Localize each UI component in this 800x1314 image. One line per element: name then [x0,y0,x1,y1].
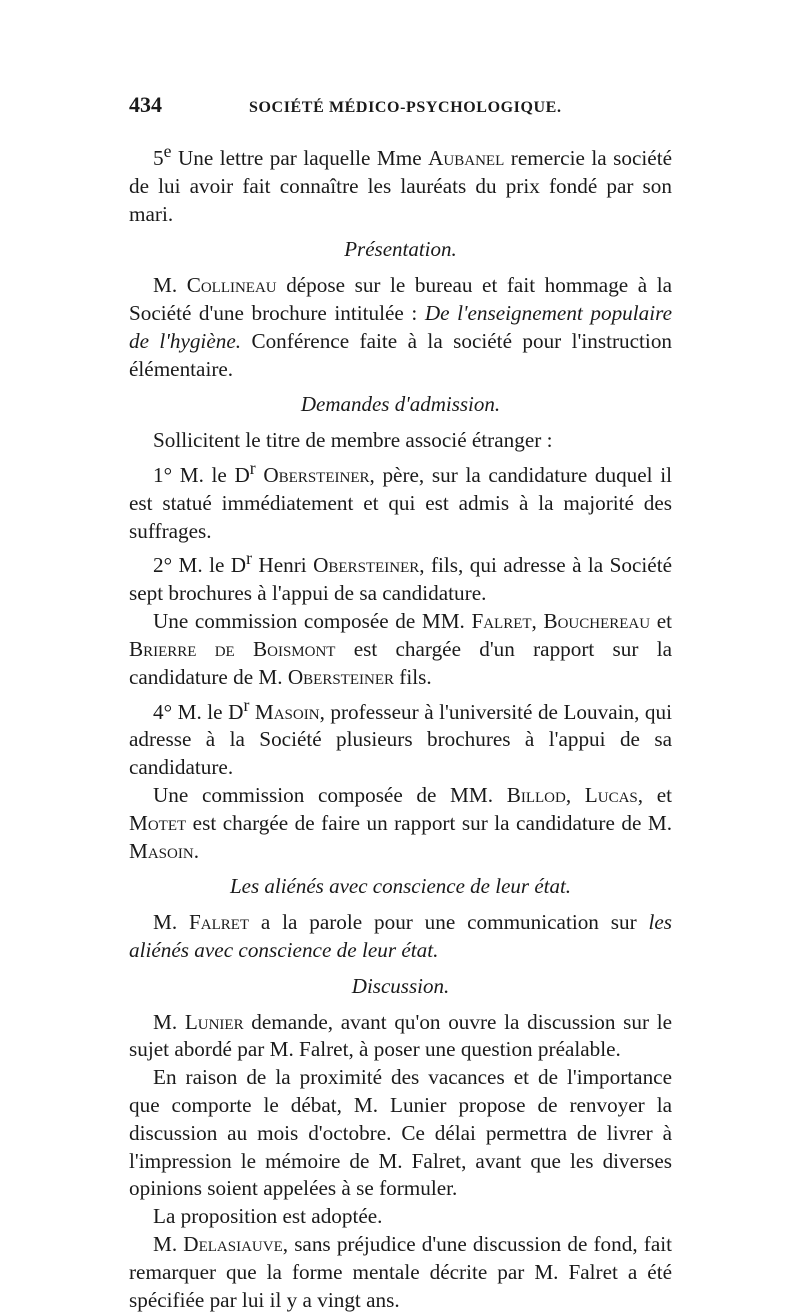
paragraph-commission-masoin: Une commission composée de MM. Billod, Lucas, et Motet est chargée de faire un rapport sur la candidature de M. Masoin. [129,782,673,863]
person-name: Obersteiner [313,553,420,578]
page-header [129,92,672,132]
person-name: Brierre de Boismont [129,636,336,661]
person-name: Motet [129,810,187,835]
person-name: Masoin [129,838,194,863]
person-name: Delasiauve [183,1231,283,1256]
section-heading-admission: Demandes d'admission. [300,392,501,417]
paragraph-masoin: 4° M. le $D^r$ Masoin, professeur à l'université de Louvain, qui adresse à la Société plusieurs brochures à l'appui de sa candidature. [129,694,673,780]
paragraph-vacances: En raison de la proximité des vacances et de l'importance que comporte le débat, M. Lunier propose de renvoyer la discussion au mois d'octobre. Ce délai permettra de livrer à l'impression le mémoire de M. Falret, avant que les diverses opinions soient appelées à se formuler. [129,1065,672,1201]
work-title: De l'enseignement populaire de l'hygiène. [129,301,672,353]
paragraph-obersteiner-son: 2° M. le $D^r$ Henri Obersteiner, fils, qui adresse à la Société sept brochures à l'appui de sa candidature. [129,548,673,606]
person-name: Obersteiner [287,664,394,689]
running-title: SOCIÉTÉ MÉDICO-PSYCHOLOGIQUE. [249,99,562,116]
paragraph-solicit: Sollicitent le titre de membre associé étranger : [153,428,553,453]
page-number: 434 [129,92,162,117]
communication-title: les aliénés avec conscience de leur état. [129,910,672,962]
section-heading-alienes: Les aliénés avec conscience de leur état. [229,874,572,899]
person-name: Billod [506,782,566,807]
paragraph-lunier: M. Lunier demande, avant qu'on ouvre la discussion sur le sujet abordé par M. Falret, à poser une question préalable. [129,1009,672,1062]
section-heading-discussion: Discussion. [351,973,450,998]
paragraph-adoptee: La proposition est adoptée. [153,1204,383,1229]
person-name: Bouchereau [543,609,651,634]
paragraph-letter-aubanel: 5e Une lettre par laquelle Mme Aubanel remercie la société de lui avoir fait connaître les lauréats du prix fondé par son mari. [129,141,672,226]
paragraph-delasiauve: M. Delasiauve, sans préjudice d'une discussion de fond, fait remarquer que la forme mentale décrite par M. Falret a été spécifiée par lui il y a vingt ans. [129,1231,672,1312]
person-name: Lucas [584,782,638,807]
person-name: Obersteiner [263,463,370,488]
paragraph-falret: M. Falret a la parole pour une communication sur les aliénés avec conscience de leur état. [129,910,672,962]
paragraph-commission-obersteiner: Une commission composée de MM. Falret, Bouchereau et Brierre de Boismont est chargée d'un rapport sur la candidature de M. Obersteiner fils. [129,609,672,689]
person-name: Collineau [186,273,277,298]
person-name: Aubanel [428,146,505,171]
person-name: Falret [471,609,532,634]
person-name: Lunier [184,1009,244,1034]
paragraph-obersteiner-father: 1° M. le $D^r$ Obersteiner, père, sur la candidature duquel il est statué immédiatement et qui est admis à la majorité des suffrages. [129,458,672,543]
paragraph-collineau: M. Collineau dépose sur le bureau et fait hommage à la Société d'une brochure intitulée : De l'enseignement populaire de l'hygiène. Conférence faite à la société pour l'instruction élémentaire. [129,273,673,381]
person-name: Falret [188,910,250,935]
section-heading-presentation: Présentation. [344,237,457,262]
person-name: Masoin [254,699,320,724]
